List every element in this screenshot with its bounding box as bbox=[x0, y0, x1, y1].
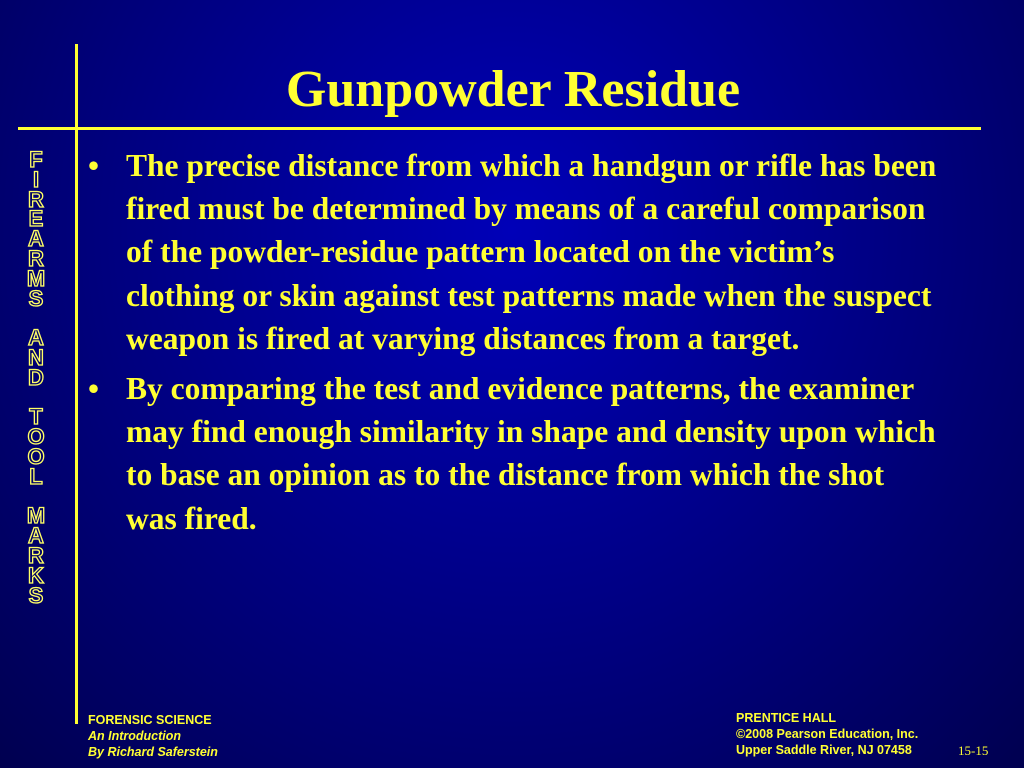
footer-publisher-info bbox=[736, 710, 918, 758]
footer-publisher-name: PRENTICE HALL bbox=[736, 711, 836, 725]
bullet-list bbox=[88, 144, 938, 547]
side-label-char: L bbox=[29, 463, 43, 489]
side-label-char: A bbox=[28, 325, 44, 351]
bullet-text: The precise distance from which a handgun or rifle has been fired must be determined by means of a careful comparison of the powder-residue pattern located on the victim’s clothing or skin against test patterns made when the suspect weapon is fired at varying distances from a target. bbox=[126, 148, 937, 356]
slide-title: Gunpowder Residue bbox=[285, 61, 741, 118]
side-label-char: D bbox=[28, 364, 44, 390]
side-label-char: O bbox=[27, 443, 45, 469]
side-label-char: E bbox=[28, 206, 44, 232]
side-label-char: R bbox=[28, 542, 44, 568]
side-label-char: M bbox=[26, 503, 46, 529]
side-vertical-label bbox=[8, 147, 64, 608]
side-label-char: A bbox=[28, 226, 44, 252]
footer-book-author: By Richard Saferstein bbox=[88, 745, 218, 759]
side-label-char: F bbox=[29, 147, 43, 172]
footer-publisher-address: Upper Saddle River, NJ 07458 bbox=[736, 743, 912, 757]
bullet-item bbox=[88, 144, 938, 360]
bullet-marker: • bbox=[88, 148, 100, 183]
side-label-char: R bbox=[28, 245, 44, 271]
side-label-char: S bbox=[28, 285, 44, 311]
side-label-char: S bbox=[28, 582, 44, 608]
side-label-char: A bbox=[28, 523, 44, 549]
horizontal-rule bbox=[18, 127, 981, 130]
side-label-char: K bbox=[28, 562, 44, 588]
vertical-rule bbox=[75, 44, 78, 724]
bullet-item bbox=[88, 367, 938, 540]
footer-copyright: ©2008 Pearson Education, Inc. bbox=[736, 727, 919, 741]
side-label-char: N bbox=[28, 344, 44, 370]
side-label-char: I bbox=[32, 166, 40, 192]
footer-book-info bbox=[88, 712, 218, 760]
footer-book-subtitle: An Introduction bbox=[88, 729, 182, 743]
side-label-char: T bbox=[29, 404, 43, 430]
side-label-char: O bbox=[27, 424, 45, 450]
footer-book-title: FORENSIC SCIENCE bbox=[88, 713, 212, 727]
bullet-text: By comparing the test and evidence patterns, the examiner may find enough similarity in shape and density upon which to base an opinion as to the distance from which the shot was fired. bbox=[126, 371, 936, 536]
bullet-marker: • bbox=[88, 371, 100, 407]
page-number: 15-15 bbox=[958, 743, 989, 758]
side-label-char: R bbox=[28, 186, 44, 212]
side-label-char: M bbox=[26, 265, 46, 291]
